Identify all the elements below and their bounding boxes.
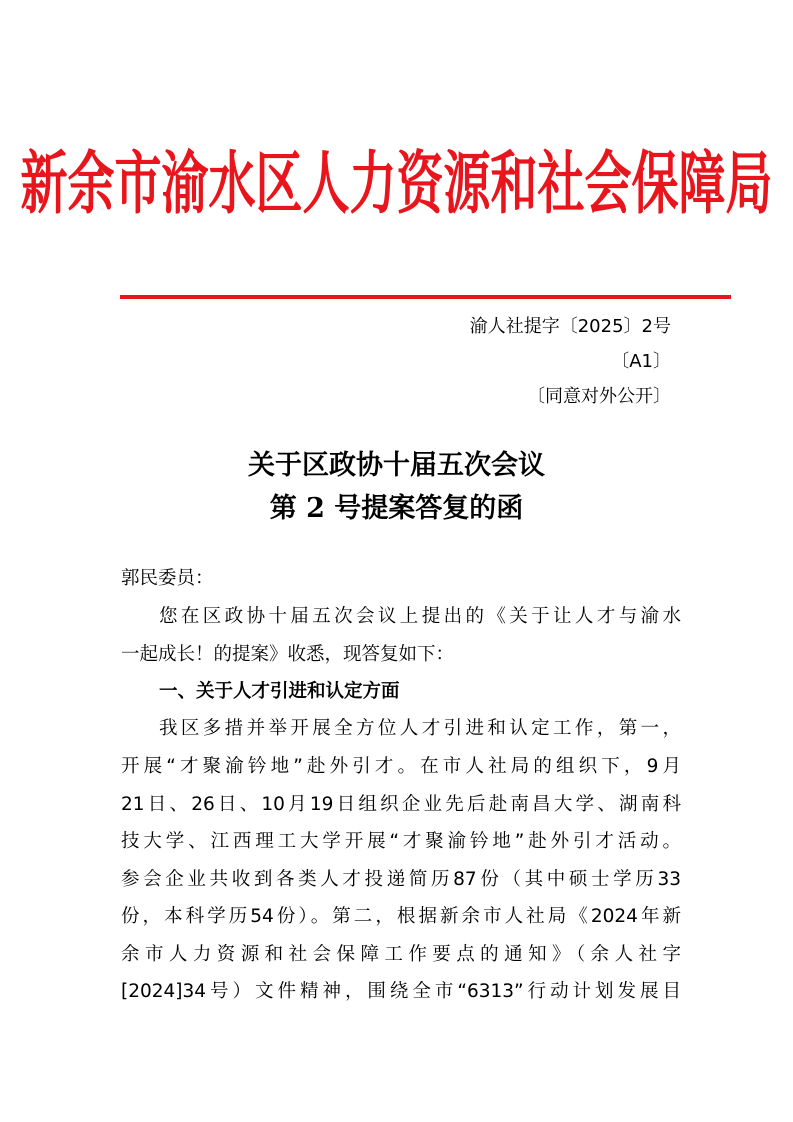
paragraph-2-line: 参会企业共收到各类人才投递简历87份（其中硕士学历33 — [121, 869, 681, 890]
paragraph-2-line: 技大学、江西理工大学开展“才聚渝钤地”赴外引才活动。 — [121, 831, 681, 852]
doc-title-line-2: 第 2 号提案答复的函 — [269, 493, 524, 524]
paragraph-1-line: 一起成长！的提案》收悉，现答复如下： — [121, 644, 455, 665]
paragraph-2-line: 开展“才聚渝钤地”赴外引才。在市人社局的组织下，9月 — [121, 756, 681, 777]
paragraph-2-line: 余市人力资源和社会保障工作要点的通知》（余人社字 — [121, 944, 681, 965]
masthead-red-rule — [120, 295, 731, 299]
paragraph-2-line: 我区多措并举开展全方位人才引进和认定工作，第一， — [159, 718, 681, 739]
doc-category: 〔A1〕 — [611, 351, 671, 372]
paragraph-2-line: 21日、26日、10月19日组织企业先后赴南昌大学、湖南科 — [121, 794, 681, 815]
paragraph-1-line: 您在区政协十届五次会议上提出的《关于让人才与渝水 — [159, 606, 681, 627]
paragraph-2-line: 份，本科学历54份）。第二，根据新余市人社局《2024年新 — [121, 906, 681, 927]
masthead-org-name: 新余市渝水区人力资源和社会保障局 — [20, 144, 773, 225]
paragraph-2-line: [2024]34号）文件精神，围绕全市“6313”行动计划发展目 — [121, 981, 681, 1002]
section-heading: 一、关于人才引进和认定方面 — [159, 681, 400, 702]
doc-disclosure: 〔同意对外公开〕 — [527, 386, 671, 407]
salutation: 郭民委员： — [121, 568, 214, 589]
doc-number: 渝人社提字〔2025〕2号 — [469, 316, 671, 337]
doc-title-line-1: 关于区政协十届五次会议 — [248, 450, 545, 481]
